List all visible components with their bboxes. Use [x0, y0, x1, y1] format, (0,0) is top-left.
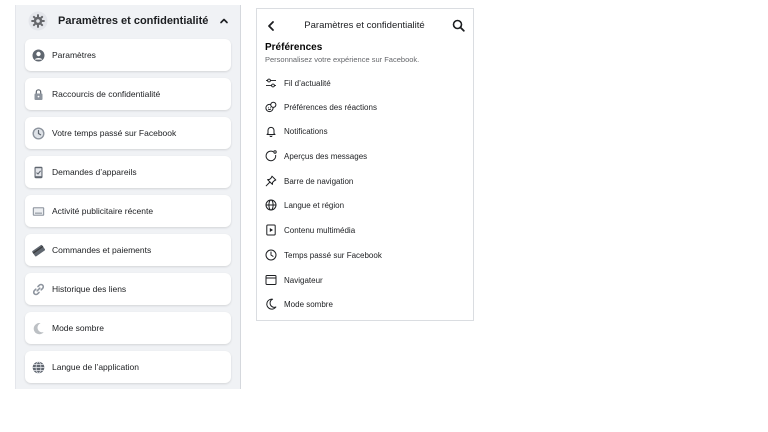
device-icon [32, 166, 45, 179]
pref-item-notifications[interactable] [265, 122, 328, 140]
settings-item-label: Raccourcis de confidentialité [52, 89, 161, 99]
settings-item-label: Paramètres [52, 50, 96, 60]
sliders-icon [265, 77, 277, 89]
pref-item-label: Temps passé sur Facebook [284, 250, 382, 260]
pref-item-label: Aperçus des messages [284, 151, 368, 161]
settings-item-device-requests[interactable] [25, 156, 231, 188]
settings-item-label: Votre temps passé sur Facebook [52, 128, 177, 138]
clock-icon [265, 249, 277, 261]
section-title: Préférences [265, 42, 323, 53]
page-title: Paramètres et confidentialité [304, 20, 425, 31]
chevron-up-icon[interactable] [218, 15, 230, 27]
preferences-panel [256, 8, 474, 321]
link-icon [32, 283, 45, 296]
bell-icon [265, 125, 277, 137]
pref-item-navigation-bar[interactable] [265, 172, 353, 190]
settings-menu-header[interactable] [16, 5, 240, 37]
pref-item-browser[interactable] [265, 271, 323, 289]
pref-item-label: Navigateur [284, 275, 323, 285]
message-preview-icon [265, 150, 277, 162]
settings-item-label: Mode sombre [52, 323, 104, 333]
pref-item-label: Mode sombre [284, 299, 333, 309]
pref-item-label: Préférences des réactions [284, 102, 377, 112]
pref-item-message-previews[interactable] [265, 147, 367, 165]
settings-item-label: Demandes d’appareils [52, 167, 137, 177]
settings-item-label: Langue de l’application [52, 362, 139, 372]
pref-item-label: Fil d’actualité [284, 78, 331, 88]
pref-item-time-on-facebook[interactable] [265, 246, 382, 264]
globe-icon [32, 361, 45, 374]
settings-item-parametres[interactable] [25, 39, 231, 71]
gear-icon [28, 11, 48, 31]
pref-item-dark-mode[interactable] [265, 295, 333, 313]
settings-item-app-language[interactable] [25, 351, 231, 383]
lock-icon [32, 88, 45, 101]
settings-item-label: Historique des liens [52, 284, 127, 294]
settings-item-link-history[interactable] [25, 273, 231, 305]
moon-icon [32, 322, 45, 335]
pin-icon [265, 175, 277, 187]
settings-item-recent-ad-activity[interactable] [25, 195, 231, 227]
settings-item-privacy-shortcuts[interactable] [25, 78, 231, 110]
settings-item-label: Activité publicitaire récente [52, 206, 154, 216]
section-subtitle: Personnalisez votre expérience sur Facebook. [265, 55, 420, 64]
moon-icon [265, 298, 277, 310]
clock-icon [32, 127, 45, 140]
media-icon [265, 224, 277, 236]
preferences-section [257, 42, 473, 65]
settings-menu-title: Paramètres et confidentialité [58, 15, 209, 27]
pref-item-label: Contenu multimédia [284, 225, 356, 235]
search-icon[interactable] [452, 19, 465, 32]
preferences-header [257, 9, 473, 42]
settings-menu-panel [15, 5, 241, 389]
pref-item-language-region[interactable] [265, 196, 344, 214]
pref-item-label: Notifications [284, 126, 328, 136]
ad-activity-icon [32, 205, 45, 218]
settings-item-orders-payments[interactable] [25, 234, 231, 266]
settings-item-dark-mode[interactable] [25, 312, 231, 344]
settings-item-time-on-facebook[interactable] [25, 117, 231, 149]
pref-item-media[interactable] [265, 221, 355, 239]
settings-item-label: Commandes et paiements [52, 245, 152, 255]
pref-item-reactions[interactable] [265, 98, 377, 116]
payment-card-icon [32, 244, 45, 257]
pref-item-label: Langue et région [284, 200, 345, 210]
back-arrow-icon[interactable] [265, 20, 277, 32]
account-icon [32, 49, 45, 62]
pref-item-label: Barre de navigation [284, 176, 354, 186]
globe-icon [265, 199, 277, 211]
reactions-icon [265, 101, 277, 113]
browser-icon [265, 274, 277, 286]
pref-item-news-feed[interactable] [265, 74, 331, 92]
